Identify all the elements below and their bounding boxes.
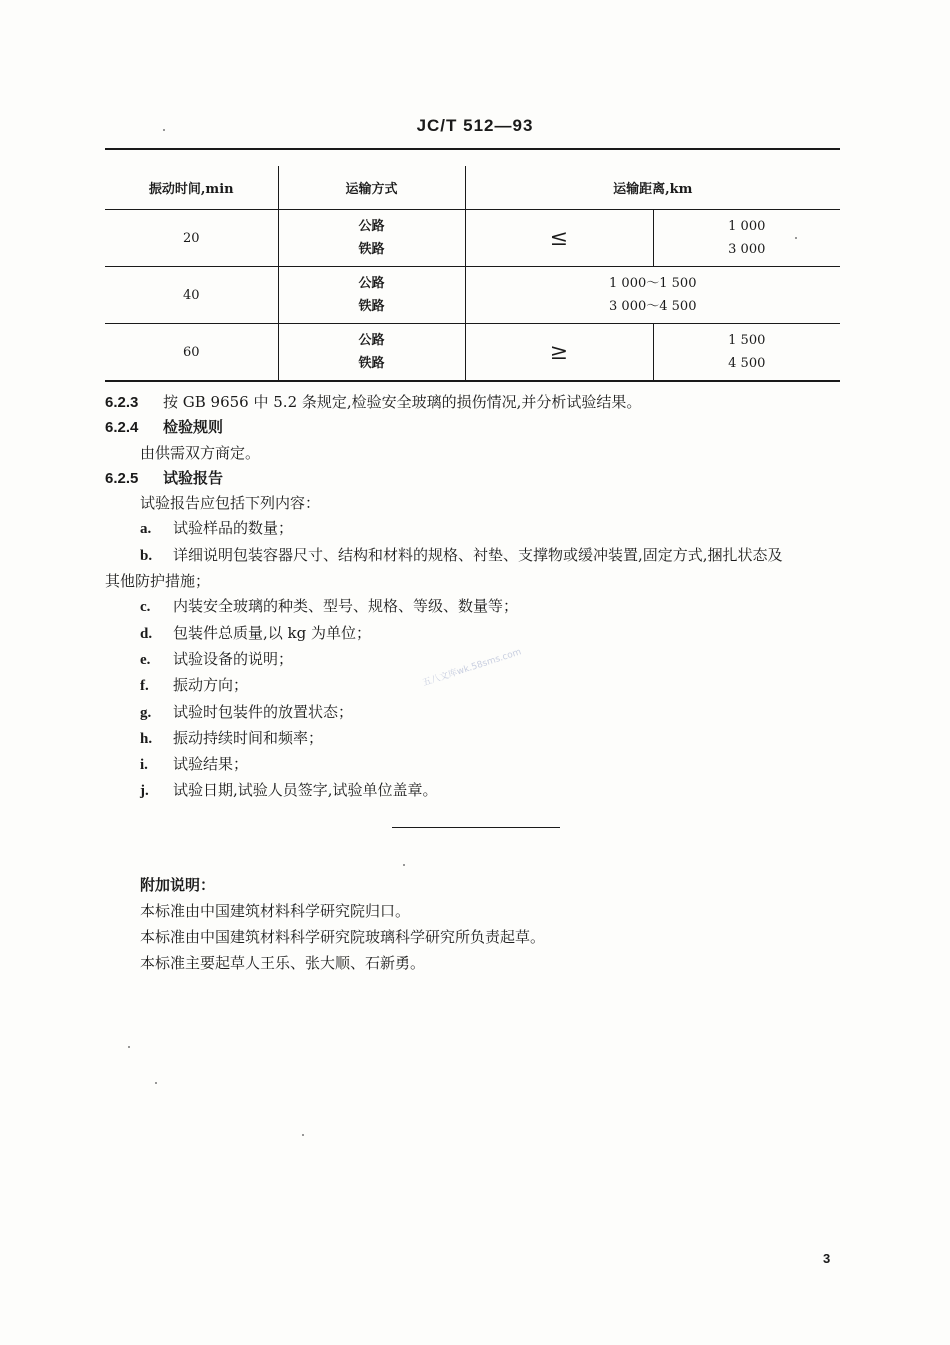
list-item: f. 振动方向； [140, 676, 249, 695]
table-row [105, 324, 840, 382]
mode-road: 公路 [358, 276, 385, 291]
notes-line: 本标准由中国建筑材料科学研究院归口。 [140, 902, 411, 920]
scan-speck [403, 864, 405, 866]
list-item: d. 包装件总质量,以 kg 为单位； [140, 623, 371, 642]
scan-speck [795, 237, 797, 239]
scan-speck [128, 1046, 130, 1048]
comparison-symbol: ≥ [465, 324, 653, 382]
mode-rail: 铁路 [358, 356, 385, 371]
list-item: e. 试验设备的说明； [140, 649, 294, 668]
list-item: j. 试验日期,试验人员签字,试验单位盖章。 [140, 781, 438, 800]
mode-road: 公路 [358, 333, 385, 348]
col-header-time: 振动时间,min [105, 166, 278, 210]
clause-number: 6.2.4 [105, 419, 139, 437]
clause-number: 6.2.5 [105, 469, 139, 487]
body-text [105, 390, 845, 805]
list-item: b. 详细说明包装容器尺寸、结构和材料的规格、衬垫、支撑物或缓冲装置,固定方式,捆扎状态及 [140, 545, 783, 564]
additional-notes [140, 872, 545, 976]
mode-rail: 铁路 [358, 242, 385, 257]
list-item: g. 试验时包装件的放置状态； [140, 702, 354, 721]
list-item: c. 内装安全玻璃的种类、型号、规格、等级、数量等； [140, 597, 519, 616]
distance-cell [653, 324, 840, 382]
watermark: 五八文库wk.58sms.com [421, 647, 523, 689]
table-row [105, 210, 840, 267]
list-item-continuation: 其他防护措施； [105, 572, 211, 591]
scan-speck [155, 1082, 157, 1084]
notes-line: 本标准主要起草人王乐、张大顺、石新勇。 [140, 954, 426, 972]
comparison-symbol: ≤ [465, 210, 653, 267]
table-row [105, 267, 840, 324]
range-rail: 3 000～4 500 [609, 299, 697, 314]
list-item: h. 振动持续时间和频率； [140, 728, 324, 747]
mode-cell [278, 210, 465, 267]
scan-speck [302, 1134, 304, 1136]
time-cell: 20 [105, 210, 278, 267]
table-header-row [105, 166, 840, 210]
distance-range-cell [465, 267, 840, 324]
clause-text: 按 GB 9656 中 5.2 条规定,检验安全玻璃的损伤情况,并分析试验结果。 [163, 393, 642, 411]
distance-rail: 3 000 [728, 242, 766, 257]
distance-cell [653, 210, 840, 267]
distance-rail: 4 500 [728, 356, 766, 371]
page-number: 3 [823, 1251, 831, 1266]
notes-title: 附加说明： [140, 876, 216, 894]
list-item: a. 试验样品的数量； [140, 519, 294, 538]
clause-body: 由供需双方商定。 [140, 443, 261, 462]
distance-road: 1 500 [728, 333, 766, 348]
top-rule [105, 148, 840, 150]
document-code-header: JC/T 512—93 [416, 116, 534, 135]
end-rule [392, 827, 560, 828]
time-cell: 40 [105, 267, 278, 324]
range-road: 1 000～1 500 [609, 276, 697, 291]
col-header-mode: 运输方式 [278, 166, 465, 210]
vibration-time-table [105, 166, 840, 382]
clause-6-2-4 [105, 415, 845, 440]
scan-speck [163, 129, 165, 131]
time-cell: 60 [105, 324, 278, 382]
clause-title: 试验报告 [163, 468, 224, 487]
mode-cell [278, 324, 465, 382]
clause-6-2-5 [105, 466, 845, 491]
col-header-distance: 运输距离,km [465, 166, 840, 210]
clause-6-2-3 [105, 390, 845, 415]
distance-road: 1 000 [728, 219, 766, 234]
list-item: i. 试验结果； [140, 755, 249, 774]
report-intro: 试验报告应包括下列内容： [140, 494, 321, 513]
notes-line: 本标准由中国建筑材料科学研究院玻璃科学研究所负责起草。 [140, 928, 546, 946]
clause-title: 检验规则 [163, 418, 224, 437]
mode-cell [278, 267, 465, 324]
clause-number: 6.2.3 [105, 394, 139, 411]
mode-road: 公路 [358, 219, 385, 234]
mode-rail: 铁路 [358, 299, 385, 314]
